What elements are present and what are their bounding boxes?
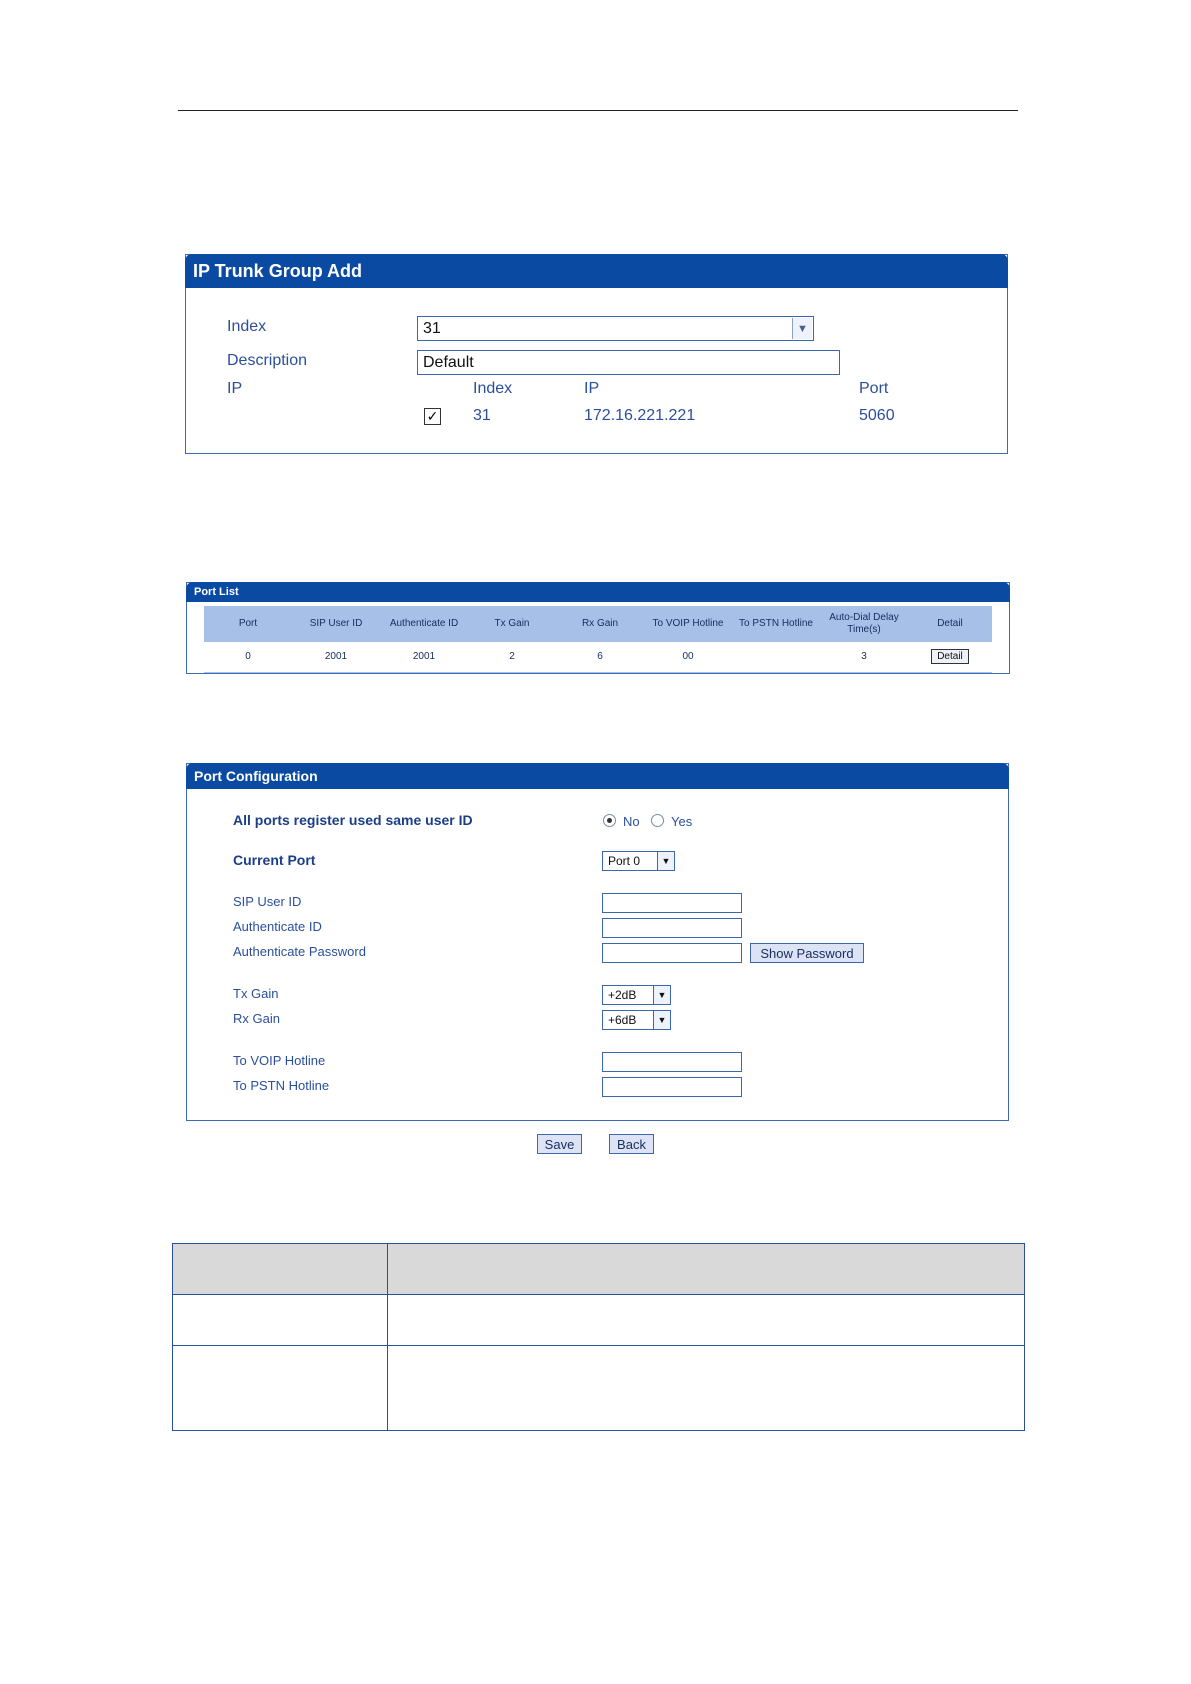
table-header-row	[204, 606, 992, 642]
panel-title: Port Configuration	[186, 763, 1009, 789]
column-header-tx-gain: Tx Gain	[468, 606, 556, 642]
port-list-panel	[186, 582, 1010, 674]
radio-no[interactable]	[603, 814, 616, 827]
column-header-to-voip-hotline: To VOIP Hotline	[644, 606, 732, 642]
cell-detail	[908, 642, 992, 672]
parameter-table	[172, 1243, 1025, 1431]
table-cell	[173, 1346, 388, 1431]
rx-gain-select[interactable]	[602, 1010, 671, 1030]
ip-table-header-ip: IP	[584, 380, 600, 397]
cell-to-voip-hotline: 00	[644, 642, 732, 672]
show-password-button[interactable]: Show Password	[750, 943, 864, 963]
current-port-label: Current Port	[233, 852, 316, 868]
authenticate-id-input[interactable]	[602, 918, 742, 938]
tx-gain-label: Tx Gain	[233, 986, 279, 1001]
description-input-value: Default	[423, 353, 474, 371]
tx-gain-select[interactable]	[602, 985, 671, 1005]
table-header-cell	[388, 1244, 1025, 1295]
ip-trunk-group-add-panel	[185, 254, 1008, 454]
rx-gain-label: Rx Gain	[233, 1011, 280, 1026]
cell-tx-gain: 2	[468, 642, 556, 672]
column-header-port: Port	[204, 606, 292, 642]
table-cell	[388, 1346, 1025, 1431]
port-list-table	[204, 606, 992, 673]
index-select-value: 31	[423, 319, 441, 337]
ip-label: IP	[227, 380, 243, 397]
table-row	[204, 642, 992, 672]
authenticate-password-input[interactable]	[602, 943, 742, 963]
table-row	[173, 1295, 1025, 1346]
to-pstn-hotline-label: To PSTN Hotline	[233, 1078, 330, 1093]
ip-table-header-index: Index	[473, 380, 513, 397]
table-row	[173, 1346, 1025, 1431]
cell-port: 0	[204, 642, 292, 672]
column-header-to-pstn-hotline: To PSTN Hotline	[732, 606, 820, 642]
column-header-rx-gain: Rx Gain	[556, 606, 644, 642]
page-header-rule	[178, 110, 1018, 111]
cell-sip-user-id: 2001	[292, 642, 380, 672]
table-header-cell	[173, 1244, 388, 1295]
chevron-down-icon[interactable]: ▼	[653, 1011, 670, 1029]
radio-yes-label: Yes	[671, 814, 693, 829]
panel-title: Port List	[186, 582, 1010, 602]
tx-gain-value: +2dB	[608, 988, 637, 1002]
port-configuration-panel	[186, 763, 1009, 1121]
column-header-detail: Detail	[908, 606, 992, 642]
description-label: Description	[227, 352, 308, 369]
detail-button[interactable]: Detail	[931, 649, 969, 664]
chevron-down-icon[interactable]: ▼	[653, 986, 670, 1004]
current-port-select[interactable]	[602, 851, 675, 871]
table-cell	[388, 1295, 1025, 1346]
index-select[interactable]	[417, 316, 814, 341]
same-user-id-label: All ports register used same user ID	[233, 812, 473, 828]
radio-yes[interactable]	[651, 814, 664, 827]
ip-row-index: 31	[473, 407, 491, 424]
column-header-auto-dial-delay: Auto-Dial Delay Time(s)	[820, 606, 908, 642]
column-header-sip-user-id: SIP User ID	[292, 606, 380, 642]
cell-auto-dial-delay: 3	[820, 642, 908, 672]
rx-gain-value: +6dB	[608, 1013, 637, 1027]
cell-authenticate-id: 2001	[380, 642, 468, 672]
cell-to-pstn-hotline	[732, 642, 820, 672]
cell-rx-gain: 6	[556, 642, 644, 672]
ip-row-ip: 172.16.221.221	[584, 407, 696, 424]
panel-title: IP Trunk Group Add	[185, 254, 1008, 288]
current-port-value: Port 0	[608, 854, 641, 868]
table-header-row	[173, 1244, 1025, 1295]
ip-row-checkbox[interactable]: ✓	[424, 408, 441, 425]
sip-user-id-label: SIP User ID	[233, 894, 302, 909]
authenticate-password-label: Authenticate Password	[233, 944, 366, 959]
ip-table-header-port: Port	[859, 380, 889, 397]
table-cell	[173, 1295, 388, 1346]
chevron-down-icon[interactable]: ▼	[657, 852, 674, 870]
column-header-authenticate-id: Authenticate ID	[380, 606, 468, 642]
back-button[interactable]: Back	[609, 1134, 654, 1154]
save-button[interactable]: Save	[537, 1134, 582, 1154]
to-pstn-hotline-input[interactable]	[602, 1077, 742, 1097]
description-input[interactable]	[417, 350, 840, 375]
radio-no-label: No	[623, 814, 640, 829]
to-voip-hotline-label: To VOIP Hotline	[233, 1053, 326, 1068]
sip-user-id-input[interactable]	[602, 893, 742, 913]
chevron-down-icon[interactable]: ▼	[792, 318, 812, 339]
authenticate-id-label: Authenticate ID	[233, 919, 322, 934]
ip-row-port: 5060	[859, 407, 895, 424]
to-voip-hotline-input[interactable]	[602, 1052, 742, 1072]
index-label: Index	[227, 318, 267, 335]
